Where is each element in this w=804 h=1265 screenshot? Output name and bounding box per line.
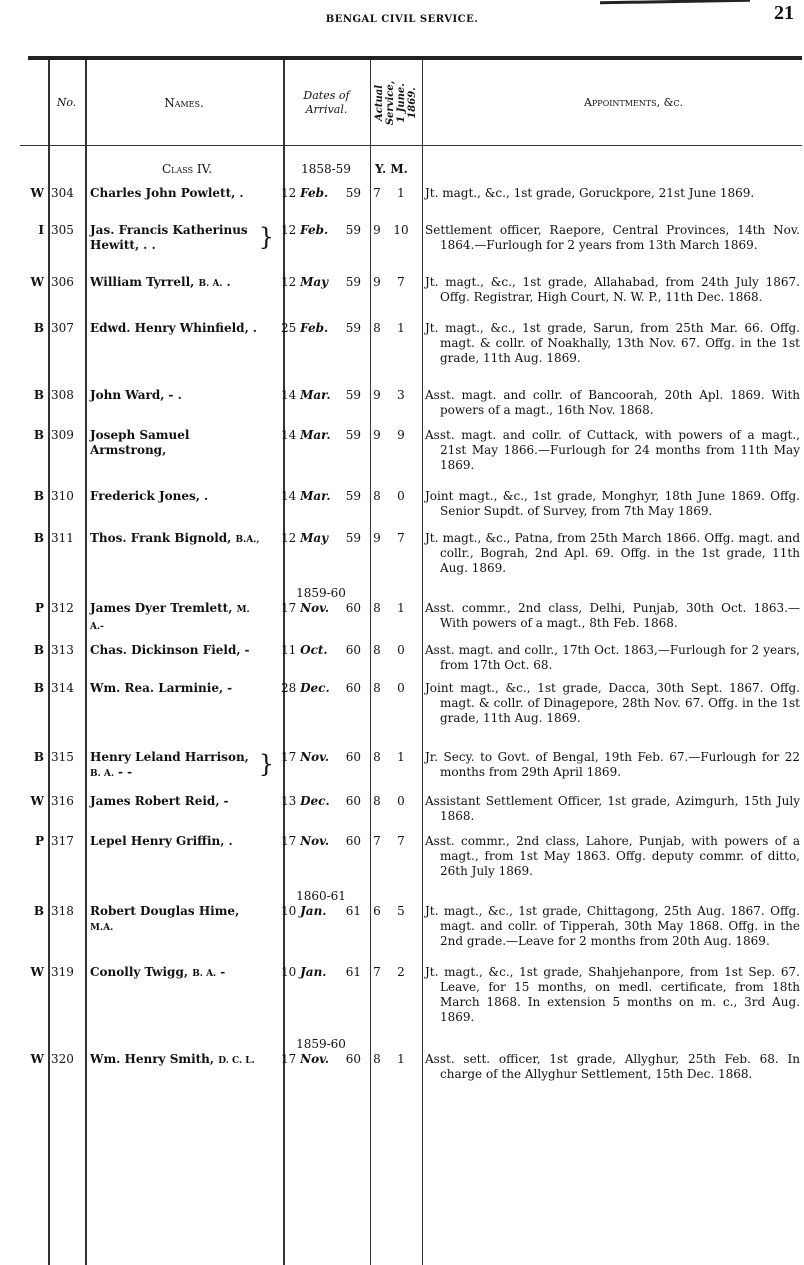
table-row	[0, 643, 804, 673]
degree: M.A.	[90, 923, 114, 933]
leader-dots: -	[220, 965, 226, 979]
service-years: 9	[373, 388, 381, 402]
officer-name	[90, 531, 274, 548]
presidency-mark: B	[33, 750, 44, 764]
appointment-text: Joint magt., &c., 1st grade, Monghyr, 18th June 1869. Offg. Senior Supdt. of Survey, from 7th May 1869.	[425, 489, 800, 518]
service-years: 6	[373, 904, 381, 918]
officer-name-text: Robert Douglas Hime,	[90, 904, 240, 918]
presidency-mark: I	[38, 223, 44, 237]
service-months: 7	[397, 834, 405, 848]
arrival-year: 59	[345, 388, 361, 402]
service-months: 1	[397, 750, 405, 764]
appointment-text: Jr. Secy. to Govt. of Bengal, 19th Feb. 67.—Furlough for 22 months from 29th April 1869.	[425, 750, 800, 779]
officer-name-text: Henry Leland Harrison,	[90, 750, 249, 764]
entry-number: 314	[51, 681, 74, 695]
appointment-text: Assistant Settlement Officer, 1st grade, Azimgurh, 15th July 1868.	[425, 794, 800, 823]
arrival-month: Mar.	[300, 388, 331, 402]
leader-dots: - -	[118, 765, 133, 779]
service-months: 7	[397, 531, 405, 545]
arrival-day: 12	[281, 275, 297, 289]
officer-name	[90, 965, 274, 982]
service-years: 7	[373, 834, 381, 848]
officer-name-text: Jas. Francis Katherinus Hewitt,	[90, 223, 248, 252]
entry-number: 307	[51, 321, 74, 335]
officer-name-text: James Robert Reid,	[90, 794, 220, 808]
officer-name-text: Edwd. Henry Whinfield,	[90, 321, 249, 335]
arrival-month: Feb.	[300, 321, 329, 335]
class-row	[0, 160, 804, 180]
entry-number: 318	[51, 904, 74, 918]
arrival-day: 17	[281, 601, 297, 615]
appointment-text: Asst. commr., 2nd class, Delhi, Punjab, 30th Oct. 1863.—With powers of a magt., 8th Feb. 1868.	[425, 601, 800, 630]
arrival-month: Dec.	[300, 681, 330, 695]
presidency-mark: B	[33, 531, 44, 545]
service-years: 8	[373, 1052, 381, 1066]
degree: B. A.	[90, 769, 114, 779]
service-years: 8	[373, 681, 381, 695]
officer-name	[90, 388, 274, 403]
table-row	[0, 794, 804, 824]
appointment-text: Jt. magt., &c., 1st grade, Sarun, from 25th Mar. 66. Offg. magt. & collr. of Noakhally, 13th Nov. 67. Offg. in the 1st grade, 11th Aug. 1869.	[425, 321, 800, 365]
appointment-text: Asst. magt. and collr., 17th Oct. 1863,—Furlough for 2 years, from 17th Oct. 68.	[425, 643, 800, 672]
arrival-date	[281, 428, 361, 443]
officer-name	[90, 275, 274, 292]
arrival-day: 12	[281, 223, 297, 237]
arrival-month: Mar.	[300, 489, 331, 503]
officer-name-text: William Tyrrell,	[90, 275, 195, 289]
arrival-day: 17	[281, 750, 297, 764]
presidency-mark: B	[33, 489, 44, 503]
service-years: 8	[373, 489, 381, 503]
arrival-month: Jan.	[300, 965, 327, 979]
class-label: Class IV.	[161, 162, 213, 176]
service-months: 0	[397, 794, 405, 808]
entry-number: 311	[51, 531, 74, 545]
degree: B.A.,	[235, 535, 260, 545]
presidency-mark: B	[33, 388, 44, 402]
arrival-year: 60	[345, 643, 361, 657]
presidency-mark: B	[33, 904, 44, 918]
appointment-text: Jt. magt., &c., 1st grade, Shahjehanpore, from 1st Sep. 67. Leave, for 15 months, on medl. certificate, from 18th March 1868. In extension 5 months on m. c., 3rd Aug. 1869.	[425, 965, 800, 1024]
arrival-year: 60	[345, 1052, 361, 1066]
arrival-date	[281, 531, 361, 546]
presidency-mark: P	[34, 601, 44, 615]
arrival-year: 59	[345, 531, 361, 545]
leader-dots: -	[227, 681, 233, 695]
arrival-date	[281, 1037, 361, 1067]
appointment-text: Asst. magt. and collr. of Bancoorah, 20th Apl. 1869. With powers of a magt., 16th Nov. 1868.	[425, 388, 800, 417]
arrival-month: Feb.	[300, 186, 329, 200]
header-bottom-rule	[20, 145, 802, 146]
service-months: 1	[397, 601, 405, 615]
service-years: 9	[373, 275, 381, 289]
service-years: 8	[373, 321, 381, 335]
table-row	[0, 388, 804, 418]
officer-name-text: Thos. Frank Bignold,	[90, 531, 232, 545]
entry-number: 315	[51, 750, 74, 764]
arrival-date	[281, 186, 361, 201]
officer-name	[90, 750, 274, 782]
service-months: 10	[393, 223, 409, 237]
arrival-day: 14	[281, 489, 297, 503]
header-no: No.	[56, 96, 77, 109]
presidency-mark: W	[30, 1052, 44, 1066]
page-number: 21	[774, 2, 794, 24]
arrival-day: 12	[281, 531, 297, 545]
years-months-label: Y. M.	[375, 162, 408, 176]
table-row	[0, 186, 804, 201]
officer-name-text: Conolly Twigg,	[90, 965, 189, 979]
presidency-mark: W	[30, 794, 44, 808]
degree: B. A.	[198, 279, 223, 289]
leader-dots: .	[239, 186, 244, 200]
arrival-year: 59	[345, 428, 361, 442]
service-months: 9	[397, 428, 405, 442]
officer-name	[90, 321, 274, 336]
table-row	[0, 1037, 804, 1082]
appointment-text: Asst. commr., 2nd class, Lahore, Punjab, with powers of a magt., from 1st May 1863. Offg. deputy commr. of ditto, 26th July 1869.	[425, 834, 800, 878]
entry-number: 306	[51, 275, 74, 289]
arrival-year: 59	[345, 186, 361, 200]
arrival-month: Nov.	[300, 750, 330, 764]
appointment-text: Asst. sett. officer, 1st grade, Allyghur, 25th Feb. 68. In charge of the Allyghur Settlement, 15th Dec. 1868.	[425, 1052, 800, 1081]
officer-name-text: Wm. Rea. Larminie,	[90, 681, 224, 695]
arrival-date	[281, 388, 361, 403]
season-label: 1860-61	[296, 889, 346, 903]
officer-name	[90, 681, 274, 696]
arrival-month: May	[300, 275, 329, 289]
officer-name	[90, 428, 274, 458]
degree: D. C. L.	[218, 1056, 255, 1066]
table-row	[0, 889, 804, 949]
arrival-month: Nov.	[300, 834, 330, 848]
presidency-mark: B	[33, 681, 44, 695]
arrival-date	[281, 586, 361, 616]
presidency-mark: B	[33, 643, 44, 657]
officer-name-text: Joseph Samuel Armstrong,	[90, 428, 190, 457]
service-months: 0	[397, 643, 405, 657]
entry-number: 310	[51, 489, 74, 503]
arrival-month: May	[300, 531, 329, 545]
degree: B. A.	[192, 969, 217, 979]
presidency-mark: W	[30, 275, 44, 289]
appointment-text: Joint magt., &c., 1st grade, Dacca, 30th Sept. 1867. Offg. magt. & collr. of Dinagepore, 28th Nov. 67. Offg. in the 1st grade, 11th Aug. 1869.	[425, 681, 800, 725]
table-row	[0, 489, 804, 519]
presidency-mark: W	[30, 965, 44, 979]
entry-number: 304	[51, 186, 74, 200]
header-dates	[283, 60, 370, 145]
officer-name	[90, 489, 274, 504]
arrival-day: 28	[281, 681, 297, 695]
arrival-day: 17	[281, 1052, 297, 1066]
arrival-year: 59	[345, 223, 361, 237]
arrival-month: Mar.	[300, 428, 331, 442]
presidency-mark: B	[33, 321, 44, 335]
service-years: 8	[373, 794, 381, 808]
table-row	[0, 531, 804, 576]
appointment-text: Settlement officer, Raepore, Central Provinces, 14th Nov. 1864.—Furlough for 2 years from 13th March 1869.	[425, 223, 800, 252]
service-months: 3	[397, 388, 405, 402]
entry-number: 309	[51, 428, 74, 442]
season-label: 1859-60	[296, 1037, 346, 1051]
arrival-date	[281, 750, 361, 765]
arrival-month: Nov.	[300, 601, 330, 615]
arrival-date	[281, 643, 361, 658]
arrival-date	[281, 889, 361, 919]
table-row	[0, 428, 804, 473]
service-years: 9	[373, 531, 381, 545]
arrival-date	[281, 681, 361, 696]
arrival-month: Feb.	[300, 223, 329, 237]
officer-name-text: Charles John Powlett,	[90, 186, 236, 200]
arrival-date	[281, 489, 361, 504]
entry-number: 319	[51, 965, 74, 979]
table-row	[0, 321, 804, 366]
table-body	[0, 160, 804, 1082]
appointment-text: Jt. magt., &c., Patna, from 25th March 1866. Offg. magt. and collr., Bograh, 2nd Apl. 69. Offg. in the 1st grade, 11th Aug. 1869.	[425, 531, 800, 575]
entry-number: 308	[51, 388, 74, 402]
service-years: 7	[373, 965, 381, 979]
leader-dots: -	[223, 794, 229, 808]
table-row	[0, 750, 804, 782]
table-row	[0, 586, 804, 635]
arrival-year: 60	[345, 681, 361, 695]
header-rule	[600, 0, 750, 4]
entry-number: 316	[51, 794, 74, 808]
officer-name	[90, 834, 274, 849]
season-label: 1859-60	[296, 586, 346, 600]
service-years: 7	[373, 186, 381, 200]
officer-name	[90, 186, 274, 201]
arrival-year: 61	[345, 904, 361, 918]
presidency-mark: W	[30, 186, 44, 200]
header-appointments: Appointments, &c.	[583, 96, 683, 109]
presidency-mark: B	[33, 428, 44, 442]
page-header	[0, 0, 804, 40]
table-row	[0, 681, 804, 726]
table-row	[0, 275, 804, 305]
officer-name-text: Wm. Henry Smith,	[90, 1052, 215, 1066]
arrival-month: Dec.	[300, 794, 330, 808]
leader-dots: .	[228, 834, 233, 848]
table-row	[0, 965, 804, 1025]
leader-dots: . .	[143, 238, 156, 252]
officer-name-text: Chas. Dickinson Field,	[90, 643, 241, 657]
arrival-day: 12	[281, 186, 297, 200]
appointment-text: Jt. magt., &c., 1st grade, Allahabad, from 24th July 1867. Offg. Registrar, High Court, N. W. P., 11th Dec. 1868.	[425, 275, 800, 304]
table-row	[0, 223, 804, 253]
header-service	[370, 60, 422, 145]
service-months: 0	[397, 681, 405, 695]
service-months: 7	[397, 275, 405, 289]
arrival-month: Jan.	[300, 904, 327, 918]
arrival-month: Nov.	[300, 1052, 330, 1066]
header-service-label: Actual Service, 1 June. 1869.	[374, 80, 418, 125]
entry-number: 317	[51, 834, 74, 848]
arrival-day: 25	[281, 321, 297, 335]
service-months: 0	[397, 489, 405, 503]
arrival-date	[281, 794, 361, 809]
degree: M. A.-	[90, 605, 250, 632]
presidency-mark: P	[34, 834, 44, 848]
arrival-date	[281, 321, 361, 336]
appointment-text: Jt. magt., &c., 1st grade, Chittagong, 25th Aug. 1867. Offg. magt. and collr. of Tipperah, 30th May 1868. Offg. in the 2nd grade.—Leave for 2 months from 20th Aug. 1869.	[425, 904, 800, 948]
arrival-year: 60	[345, 601, 361, 615]
arrival-date	[281, 965, 361, 980]
officer-name-text: John Ward,	[90, 388, 165, 402]
leader-dots: .	[203, 489, 209, 503]
arrival-year: 59	[345, 489, 361, 503]
arrival-year: 60	[345, 834, 361, 848]
table-row	[0, 834, 804, 879]
entry-number: 305	[51, 223, 74, 237]
entry-number: 312	[51, 601, 74, 615]
leader-dots: .	[226, 275, 231, 289]
header-dates-label: Dates of Arrival.	[303, 88, 350, 116]
appointment-text: Jt. magt., &c., 1st grade, Goruckpore, 21st June 1869.	[425, 186, 755, 200]
officer-name	[90, 601, 274, 635]
header-names: Names.	[164, 95, 204, 110]
arrival-day: 14	[281, 388, 297, 402]
service-months: 1	[397, 186, 405, 200]
arrival-year: 61	[345, 965, 361, 979]
appointment-text: Asst. magt. and collr. of Cuttack, with powers of a magt., 21st May 1866.—Furlough for 24 months from 11th May 1869.	[425, 428, 800, 472]
leader-dots: - .	[168, 388, 182, 402]
service-months: 2	[397, 965, 405, 979]
officer-name	[90, 643, 274, 658]
brace-mark: }	[258, 223, 274, 251]
service-months: 5	[397, 904, 405, 918]
arrival-date	[281, 834, 361, 849]
officer-name	[90, 1052, 274, 1069]
service-months: 1	[397, 1052, 405, 1066]
season-label: 1858-59	[301, 162, 351, 176]
arrival-day: 13	[281, 794, 297, 808]
leader-dots: .	[252, 321, 257, 335]
arrival-day: 10	[281, 904, 297, 918]
running-title: BENGAL CIVIL SERVICE.	[325, 14, 479, 25]
service-years: 9	[373, 223, 381, 237]
officer-name	[90, 794, 274, 809]
arrival-year: 60	[345, 750, 361, 764]
arrival-month: Oct.	[300, 643, 328, 657]
officer-name	[90, 904, 274, 936]
entry-number: 313	[51, 643, 74, 657]
officer-name-text: James Dyer Tremlett,	[90, 601, 233, 615]
service-years: 8	[373, 750, 381, 764]
arrival-day: 14	[281, 428, 297, 442]
officer-name	[90, 223, 274, 253]
entry-number: 320	[51, 1052, 74, 1066]
arrival-day: 11	[281, 643, 297, 657]
service-months: 1	[397, 321, 405, 335]
brace-mark: }	[258, 750, 274, 778]
leader-dots: -	[244, 643, 250, 657]
arrival-day: 10	[281, 965, 297, 979]
officer-name-text: Frederick Jones,	[90, 489, 200, 503]
arrival-year: 59	[345, 321, 361, 335]
arrival-date	[281, 275, 361, 290]
arrival-date	[281, 223, 361, 238]
service-years: 8	[373, 643, 381, 657]
service-years: 8	[373, 601, 381, 615]
service-years: 9	[373, 428, 381, 442]
arrival-day: 17	[281, 834, 297, 848]
arrival-year: 59	[345, 275, 361, 289]
arrival-year: 60	[345, 794, 361, 808]
officer-name-text: Lepel Henry Griffin,	[90, 834, 225, 848]
